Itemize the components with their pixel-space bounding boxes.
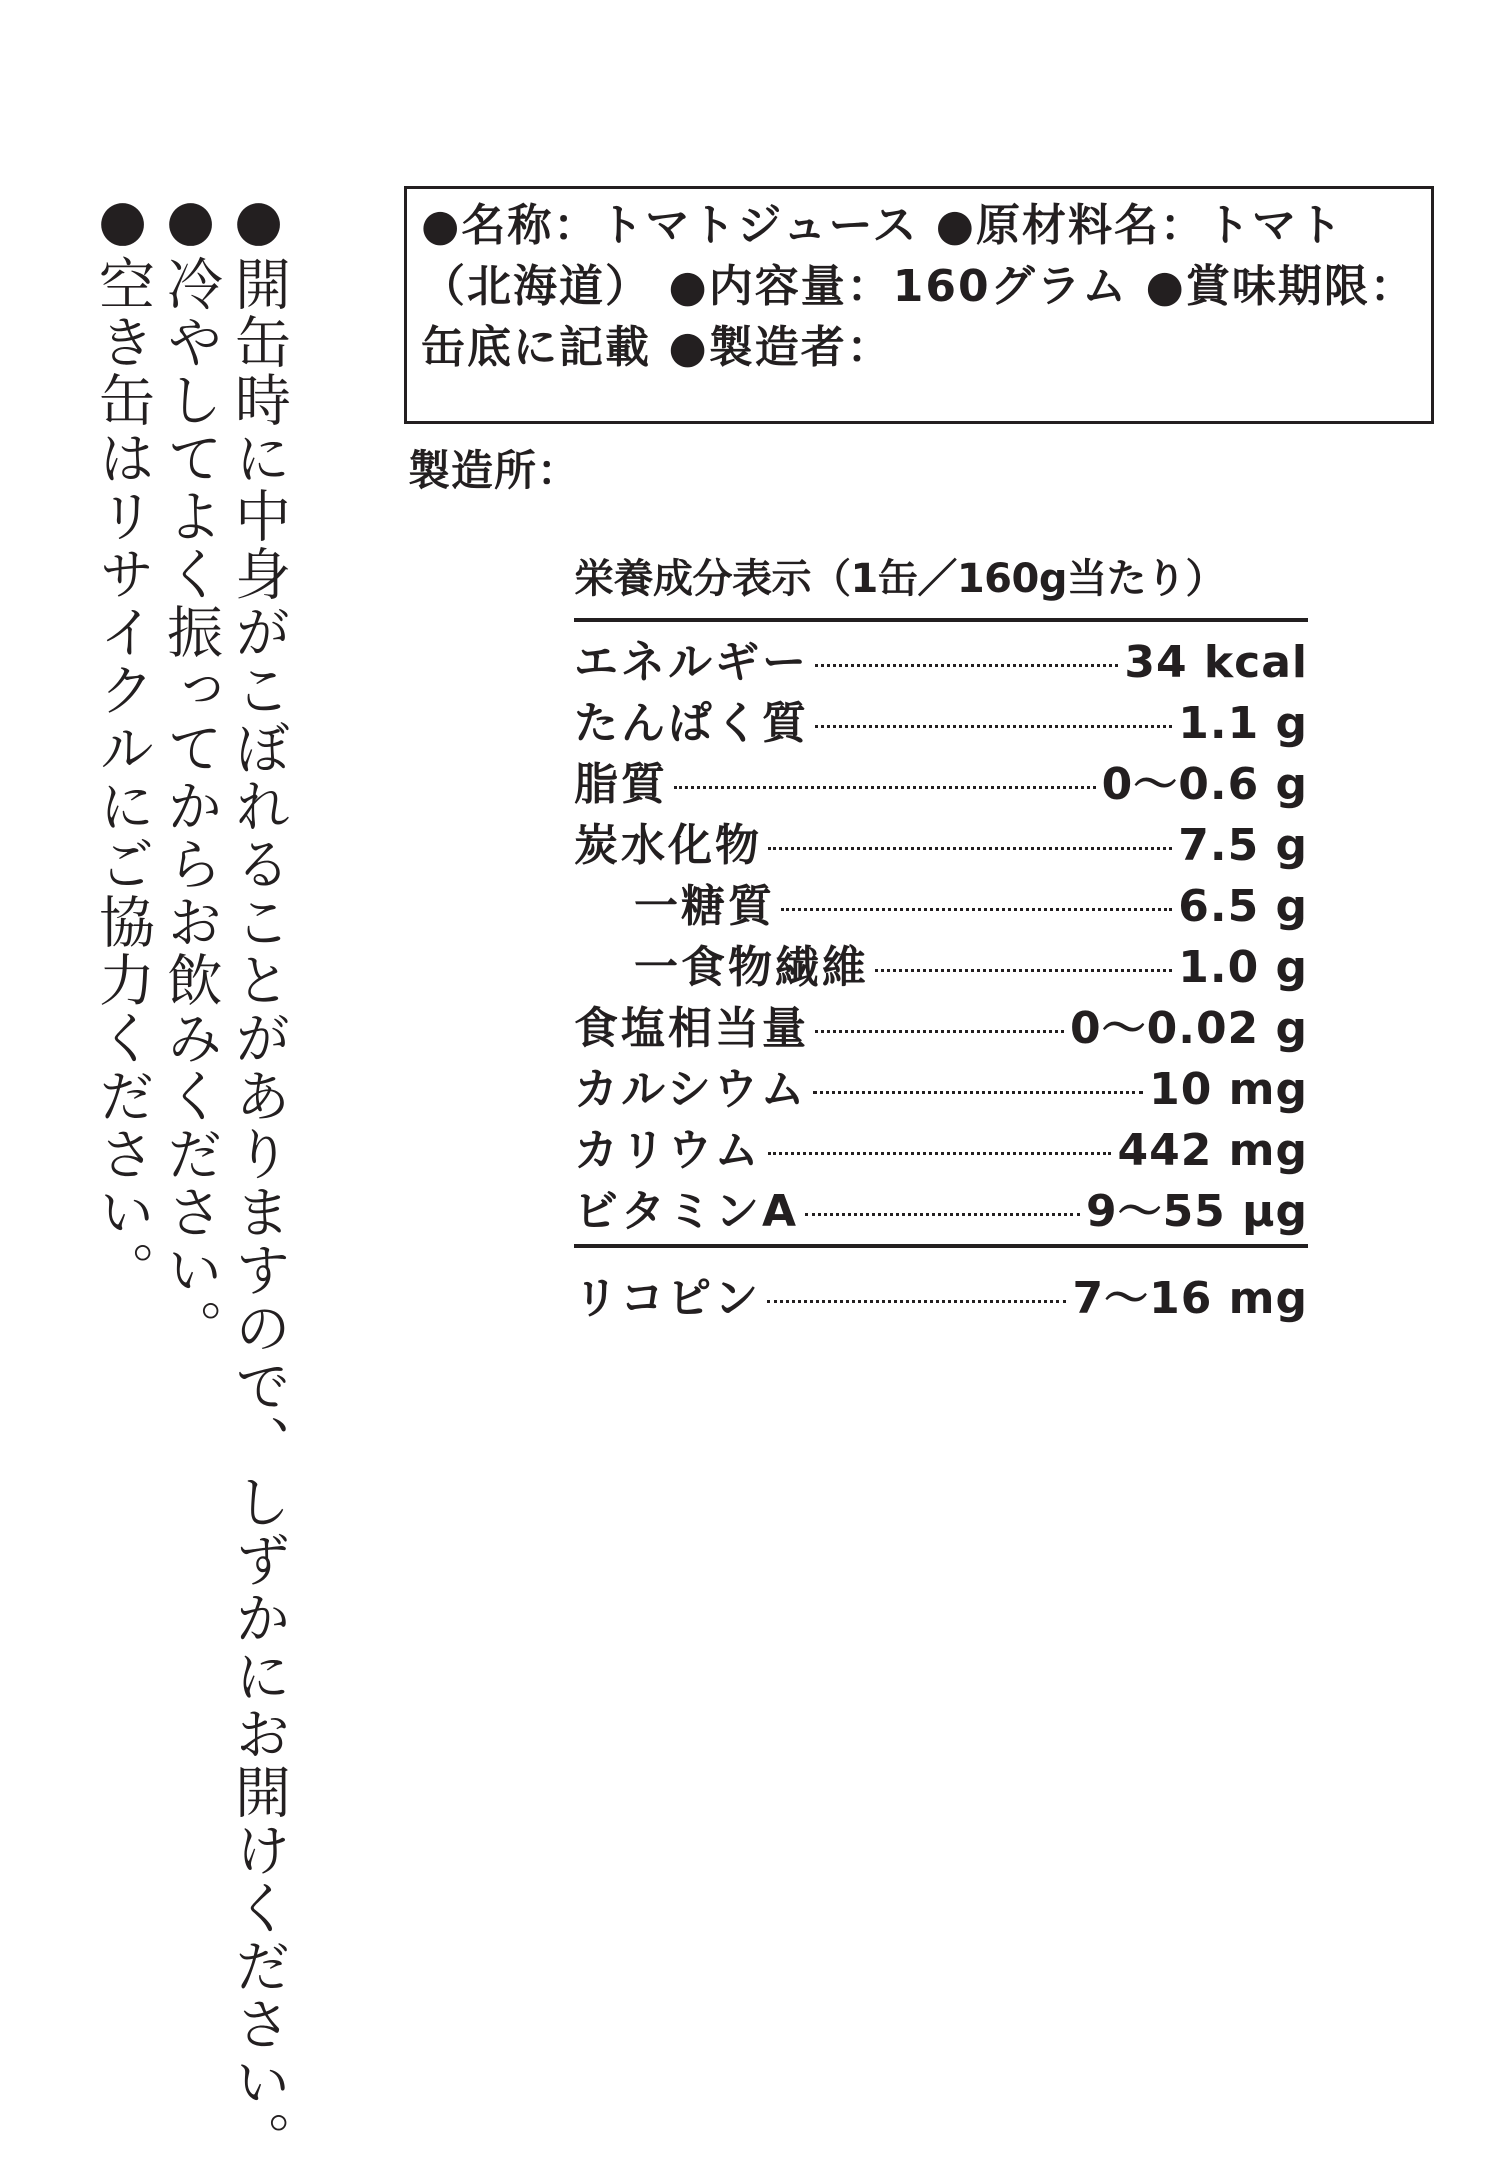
- nutrient-value: 9～55 μg: [1085, 1186, 1308, 1237]
- nutrient-value: 442 mg: [1117, 1125, 1308, 1176]
- dot-leader: [805, 1213, 1080, 1216]
- nutrient-label: ビタミンA: [574, 1186, 800, 1237]
- expiry-value: 缶底に記載: [421, 322, 651, 373]
- nutrient-label: たんぱく質: [574, 698, 809, 749]
- content-label: ●内容量：: [668, 261, 893, 312]
- nutrition-row: [574, 1262, 1308, 1323]
- dot-leader: [768, 1152, 1112, 1155]
- nutrient-value: 0～0.6 g: [1101, 759, 1308, 810]
- nutrient-value: 7～16 mg: [1072, 1273, 1308, 1324]
- content-value: 160グラム: [892, 261, 1129, 312]
- dot-leader: [767, 1300, 1066, 1303]
- nutrition-row: [574, 748, 1308, 809]
- dot-leader: [781, 908, 1172, 911]
- nutrient-value: 6.5 g: [1178, 881, 1308, 932]
- usage-notes: [88, 188, 292, 2169]
- name-label: ●名称：: [421, 200, 600, 251]
- nutrient-label: 一糖質: [634, 881, 775, 932]
- nutrition-title: 栄養成分表示（1缶／160g当たり）: [574, 548, 1308, 622]
- nutrient-value: 1.1 g: [1178, 698, 1308, 749]
- dot-leader: [815, 725, 1172, 728]
- dot-leader: [875, 969, 1172, 972]
- nutrient-label: 一食物繊維: [634, 942, 869, 993]
- factory-label: 製造所：: [408, 446, 581, 495]
- manufacturer-label: ●製造者：: [668, 322, 893, 373]
- nutrient-value: 10 mg: [1149, 1064, 1308, 1115]
- nutrition-row: [574, 626, 1308, 687]
- nutrient-value: 0～0.02 g: [1070, 1003, 1308, 1054]
- nutrient-label: 食塩相当量: [574, 1003, 809, 1054]
- note-shake: ●冷やしてよく振ってからお飲みください。: [158, 188, 223, 1357]
- name-value: トマトジュース: [599, 200, 919, 251]
- dot-leader: [674, 786, 1096, 789]
- ingredients-value: トマト（北海道）: [421, 200, 1345, 312]
- nutrition-row: [574, 870, 1308, 931]
- nutrient-value: 34 kcal: [1124, 637, 1308, 688]
- note-opening: ●開缶時に中身がこぼれることがありますので、しずかにお開けください。: [226, 188, 291, 2169]
- ingredients-label: ●原材料名：: [935, 200, 1207, 251]
- nutrition-row: [574, 809, 1308, 870]
- nutrient-label: カリウム: [574, 1125, 762, 1176]
- nutrition-table: [574, 548, 1308, 1323]
- lycopene-section: [574, 1244, 1308, 1323]
- dot-leader: [813, 1091, 1143, 1094]
- dot-leader: [768, 847, 1172, 850]
- dot-leader: [815, 664, 1118, 667]
- nutrient-label: エネルギー: [574, 637, 809, 688]
- nutrient-label: リコピン: [574, 1273, 762, 1324]
- nutrient-value: 7.5 g: [1178, 820, 1308, 871]
- nutrient-label: 炭水化物: [574, 820, 762, 871]
- nutrition-row: [574, 1114, 1308, 1175]
- nutrition-row: [574, 992, 1308, 1053]
- nutrition-row: [574, 931, 1308, 992]
- expiry-label: ●賞味期限：: [1145, 261, 1416, 312]
- nutrition-row: [574, 1053, 1308, 1114]
- dot-leader: [815, 1030, 1064, 1033]
- product-info-box: [404, 186, 1434, 424]
- nutrient-label: 脂質: [574, 759, 668, 810]
- nutrient-label: カルシウム: [574, 1064, 808, 1115]
- nutrition-row: [574, 1175, 1308, 1236]
- note-recycle: ●空き缶はリサイクルにご協力ください。: [90, 188, 155, 1299]
- nutrient-value: 1.0 g: [1178, 942, 1308, 993]
- nutrition-row: [574, 687, 1308, 748]
